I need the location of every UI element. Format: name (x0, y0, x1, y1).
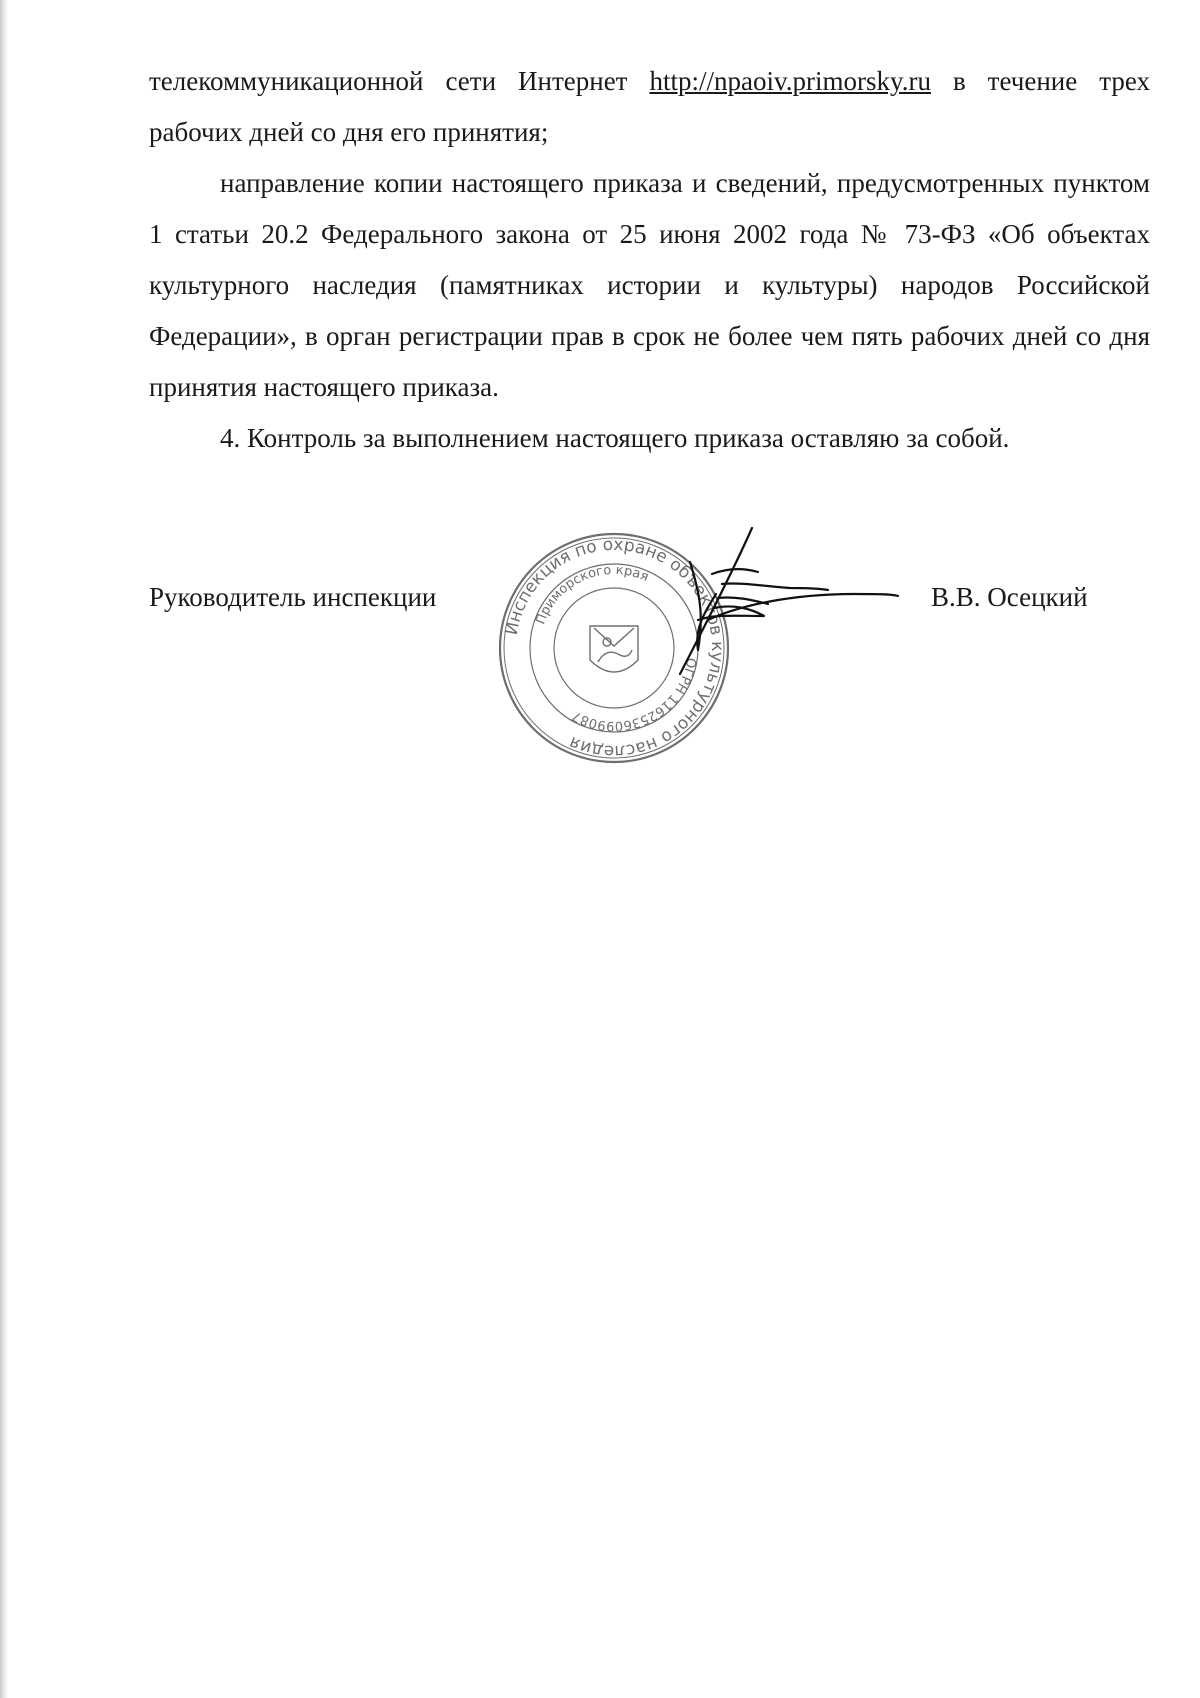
handwritten-signature (640, 524, 910, 684)
paragraph-publication (149, 56, 1150, 158)
paragraph-text: телекоммуникационной сети Интернет (149, 66, 650, 96)
signer-name: В.В. Осецкий (931, 582, 1088, 612)
paragraph-text: в течение трех рабочих дней со дня его принятия; (149, 66, 1150, 147)
paragraph-registration: направление копии настоящего приказа и сведений, предусмотренных пунктом 1 статьи 20.2 Федерального закона от 25 июня 2002 года № 73-ФЗ «Об объектах культурного наследия (памятниках истории и культуры) народов Российской Федерации», в орган регистрации прав в срок не более чем пять рабочих дней со дня принятия настоящего приказа. (149, 168, 1150, 402)
scan-edge (0, 0, 8, 1698)
paragraph-control: 4. Контроль за выполнением настоящего приказа оставляю за собой. (220, 423, 1010, 453)
document-body (149, 56, 1150, 464)
seal-ogrn-text: ОГРН 1162536099087 (569, 656, 699, 734)
website-link[interactable]: http://npaoiv.primorsky.ru (649, 66, 931, 96)
signer-title: Руководитель инспекции (149, 582, 437, 612)
seal-inner-text: Приморского края (533, 562, 651, 627)
seal-outer-text: Инспекция по охране объектов культурного наследия (501, 534, 728, 762)
coat-of-arms-icon (590, 626, 638, 672)
